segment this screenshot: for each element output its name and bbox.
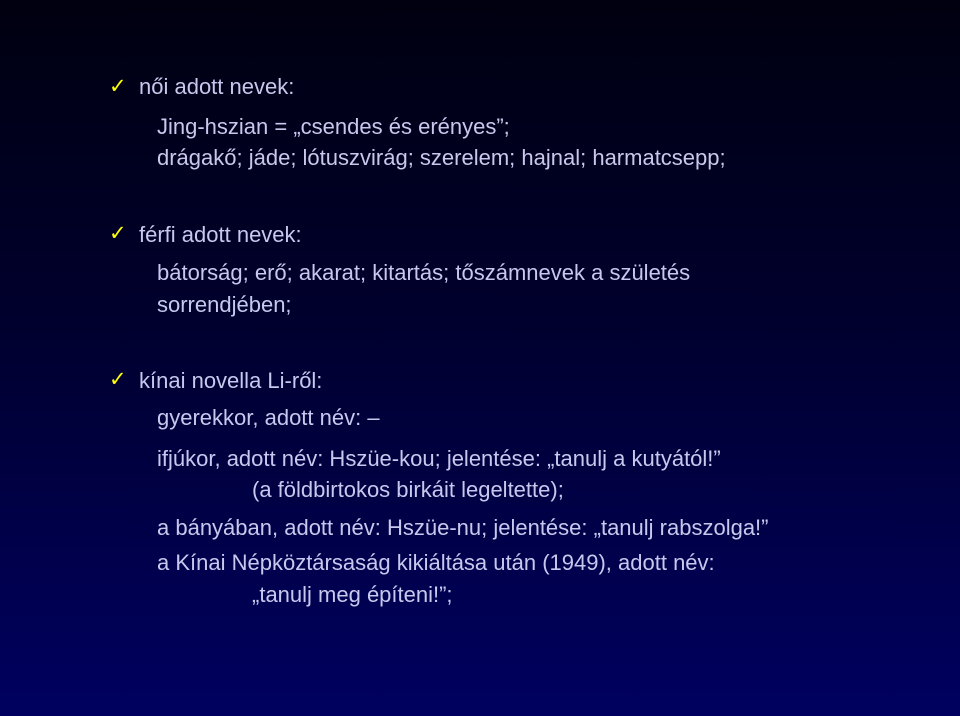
section-heading-male-names: férfi adott nevek: [139, 222, 302, 247]
checkmark-icon: ✓ [109, 74, 127, 98]
section-line: a bányában, adott név: Hszüe-nu; jelentése: „tanulj rabszolga!” [157, 515, 769, 540]
section-line: „tanulj meg építeni!”; [252, 582, 453, 607]
section-heading-female-names: női adott nevek: [139, 74, 295, 99]
section-line: (a földbirtokos birkáit legeltette); [252, 477, 564, 502]
section-line: ifjúkor, adott név: Hszüe-kou; jelentése: „tanulj a kutyától!” [157, 446, 721, 471]
section-line: gyerekkor, adott név: – [157, 405, 380, 430]
section-line: drágakő; jáde; lótuszvirág; szerelem; hajnal; harmatcsepp; [157, 145, 726, 170]
checkmark-icon: ✓ [109, 367, 127, 391]
checkmark-icon: ✓ [109, 221, 127, 245]
section-heading-novella: kínai novella Li-ről: [139, 368, 323, 393]
section-line: sorrendjében; [157, 292, 292, 317]
section-line: bátorság; erő; akarat; kitartás; tőszámnevek a születés [157, 260, 691, 285]
section-line: a Kínai Népköztársaság kikiáltása után (1949), adott név: [157, 550, 715, 575]
section-line: Jing-hszian = „csendes és erényes”; [157, 114, 510, 139]
